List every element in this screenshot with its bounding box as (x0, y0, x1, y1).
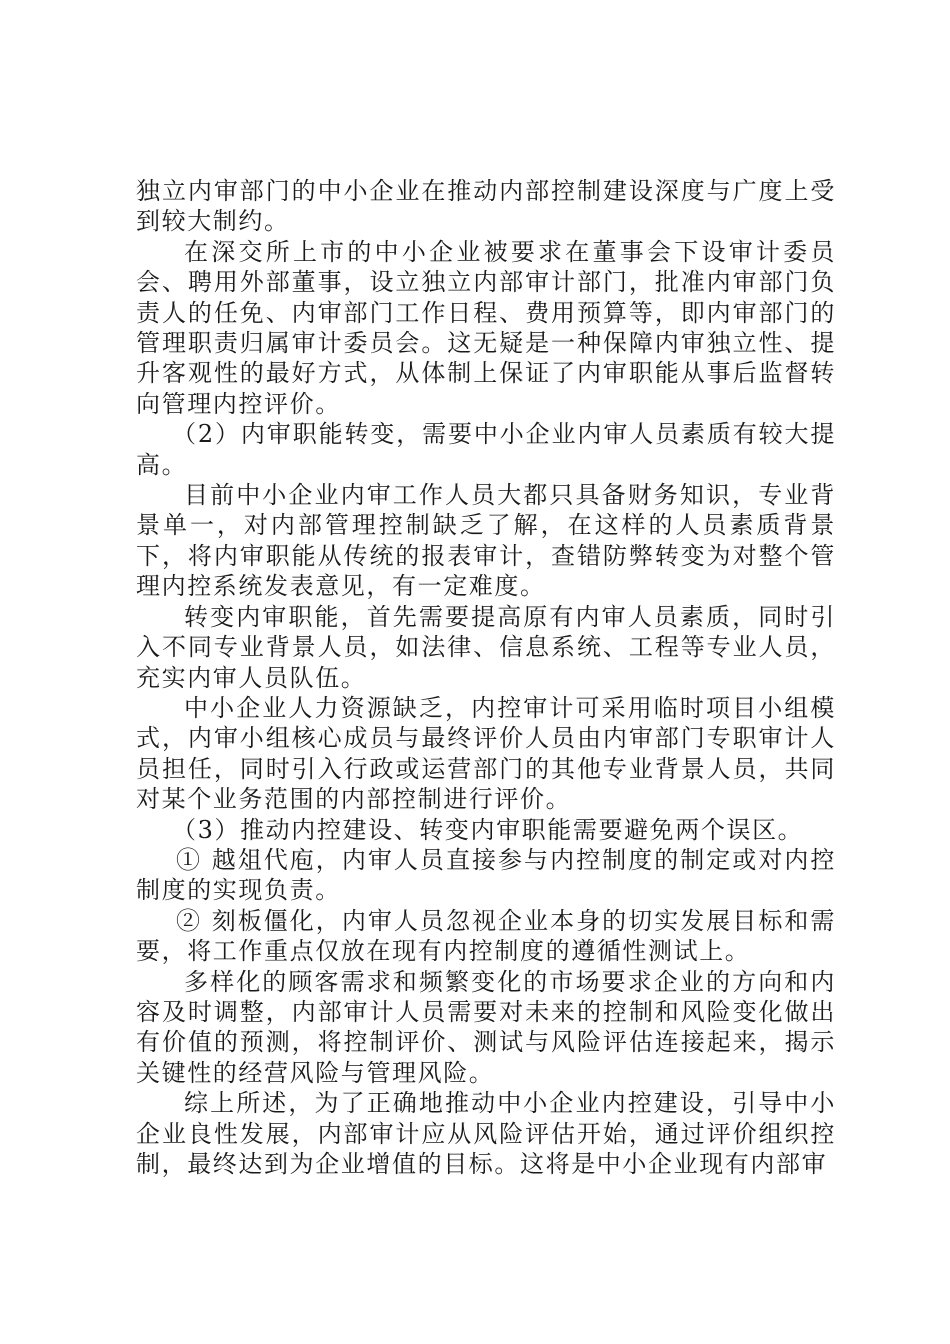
subheading-2: （2）内审职能转变，需要中小企业内审人员素质有较大提高。 (136, 420, 836, 479)
list-item-2: ② 刻板僵化，内审人员忽视企业本身的切实发展目标和需要，将工作重点仅放在现有内控制度的遵循性测试上。 (136, 906, 836, 966)
list-item-1: ① 越俎代庖，内审人员直接参与内控制度的制定或对内控制度的实现负责。 (136, 845, 836, 905)
paragraph-continuation: 独立内审部门的中小企业在推动内部控制建设深度与广度上受到较大制约。 (136, 177, 836, 236)
paragraph-conclusion: 综上所述，为了正确地推动中小企业内控建设，引导中小企业良性发展，内部审计应从风险评估开始，通过评价组织控制，最终达到为企业增值的目标。这将是中小企业现有内部审 (136, 1089, 836, 1178)
paragraph-market-demand: 多样化的顾客需求和频繁变化的市场要求企业的方向和内容及时调整，内部审计人员需要对未来的控制和风险变化做出有价值的预测，将控制评价、测试与风险评估连接起来，揭示关键性的经营风险与管理风险。 (136, 967, 836, 1087)
paragraph-project-team: 中小企业人力资源缺乏，内控审计可采用临时项目小组模式，内审小组核心成员与最终评价人员由内审部门专职审计人员担任，同时引入行政或运营部门的其他专业背景人员，共同对某个业务范围的内部控制进行评价。 (136, 693, 836, 814)
paragraph-staff-background: 目前中小企业内审工作人员大都只具备财务知识，专业背景单一，对内部管理控制缺乏了解，在这样的人员素质背景下，将内审职能从传统的报表审计，查错防弊转变为对整个管理内控系统发表意见，有一定难度。 (136, 481, 836, 601)
paragraph-szse-requirements: 在深交所上市的中小企业被要求在董事会下设审计委员会、聘用外部董事，设立独立内部审计部门，批准内审部门负责人的任免、内审部门工作日程、费用预算等，即内审部门的管理职责归属审计委员会。这无疑是一种保障内审独立性、提升客观性的最好方式，从体制上保证了内审职能从事后监督转向管理内控评价。 (136, 237, 836, 418)
subheading-3: （3）推动内控建设、转变内审职能需要避免两个误区。 (172, 815, 804, 844)
paragraph-transform-function: 转变内审职能，首先需要提高原有内审人员素质，同时引入不同专业背景人员，如法律、信息系统、工程等专业人员，充实内审人员队伍。 (136, 602, 836, 692)
document-body (136, 176, 836, 1179)
